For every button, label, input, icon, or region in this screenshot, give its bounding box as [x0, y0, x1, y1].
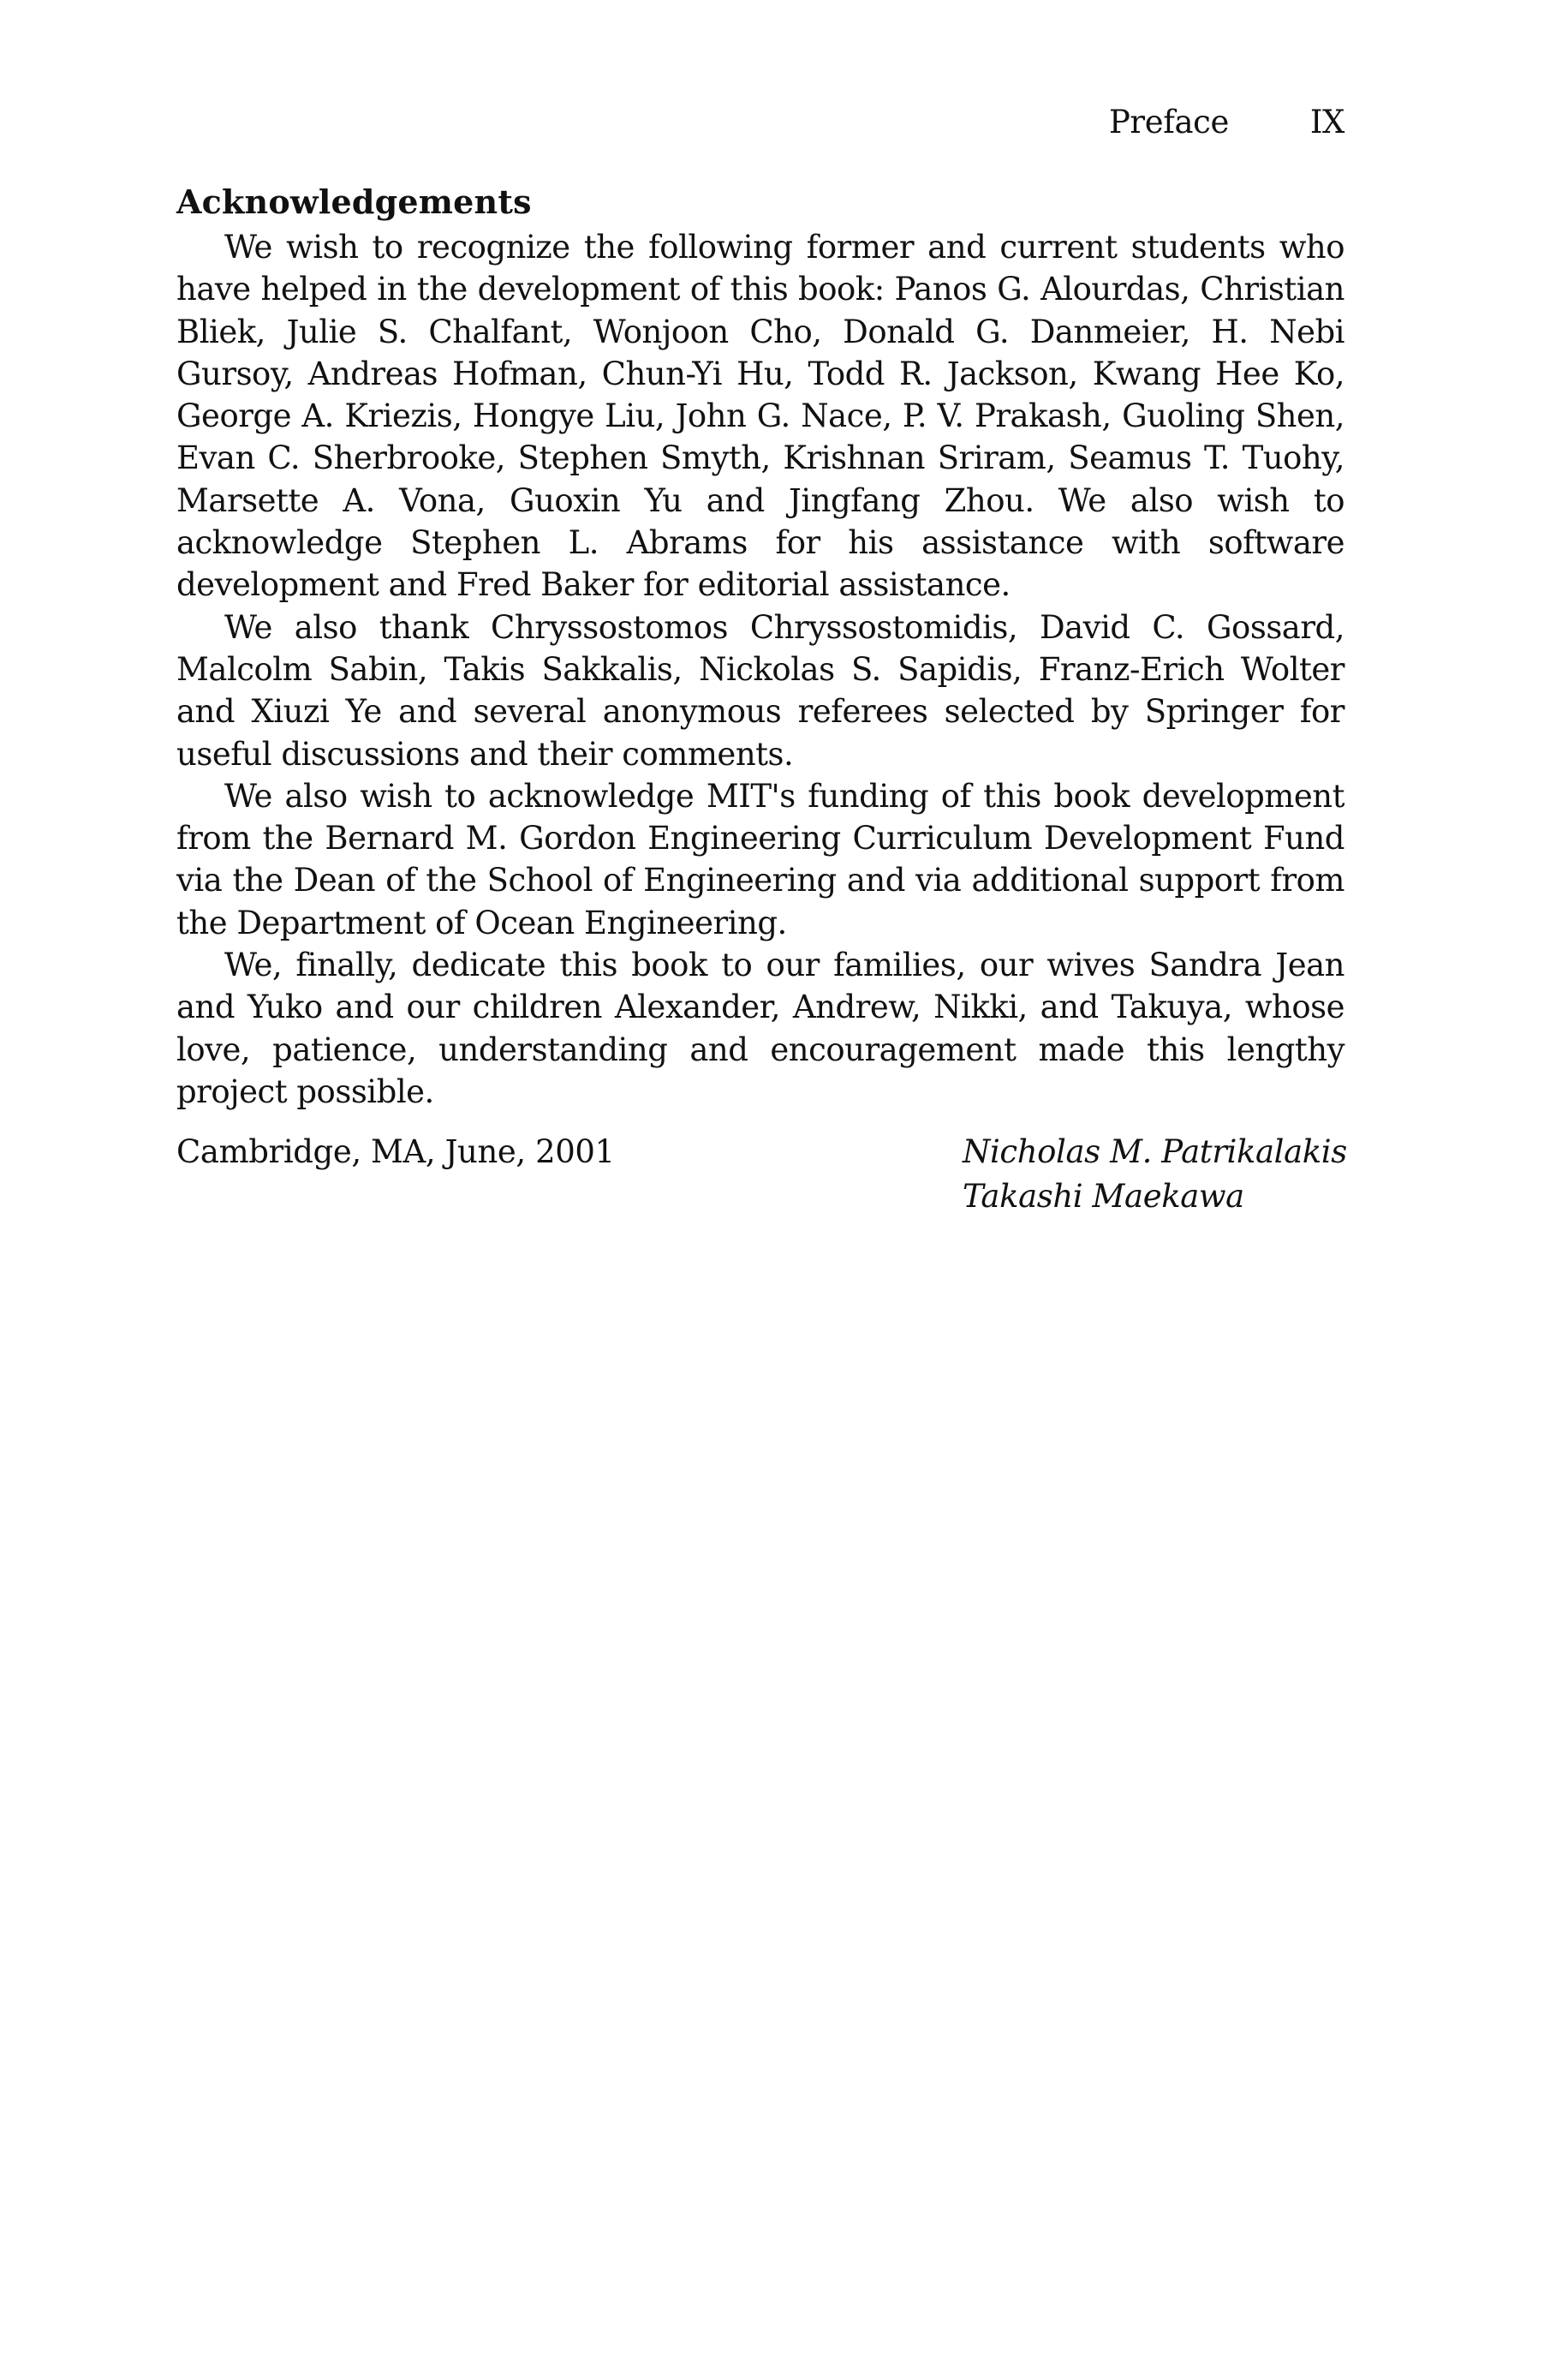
running-head-title: Preface	[1108, 104, 1229, 140]
running-head	[1028, 101, 1344, 144]
page-number: IX	[1309, 104, 1344, 140]
acknowledgements-section	[176, 178, 1347, 1224]
section-heading: Acknowledgements	[176, 182, 532, 221]
author-name: Takashi Maekawa	[963, 1178, 1244, 1216]
paragraph-dedication: We, finally, dedicate this book to our families, our wives Sandra Jean and Yuko and our children Alexander, Andrew, Nikki, and Takuya, whose love, patience, understanding and encouragement made this lengthy project possible.	[176, 947, 1344, 1110]
paragraph-students: We wish to recognize the following former and current students who have helped in the development of this book: Panos G. Alourdas, Christian Bliek, Julie S. Chalfant, Wonjoon Cho, Donald G. Danmeier, H. Nebi Gursoy, Andreas Hofman, Chun-Yi Hu, Todd R. Jackson, Kwang Hee Ko, George A. Kriezis, Hongye Liu, John G. Nace, P. V. Prakash, Guoling Shen, Evan C. Sherbrooke, Stephen Smyth, Krishnan Sriram, Seamus T. Tuohy, Marsette A. Vona, Guoxin Yu and Jingfang Zhou. We also wish to acknowledge Stephen L. Abrams for his assistance with software development and Fred Baker for editorial assistance.	[176, 229, 1344, 604]
place-date: Cambridge, MA, June, 2001	[176, 1133, 615, 1171]
paragraph-thanks: We also thank Chryssostomos Chryssostomidis, David C. Gossard, Malcolm Sabin, Takis Sakkalis, Nickolas S. Sapidis, Franz-Erich Wolter and Xiuzi Ye and several anonymous referees selected by Springer for useful discussions and their comments.	[176, 608, 1344, 773]
author-signatures	[963, 1130, 1347, 1219]
closing-block	[176, 1130, 1347, 1224]
paragraph-funding: We also wish to acknowledge MIT's funding of this book development from the Bernard M. Gordon Engineering Curriculum Development Fund via the Dean of the School of Engineering and via additional support from the Department of Ocean Engineering.	[176, 777, 1344, 941]
author-name: Nicholas M. Patrikalakis	[963, 1133, 1347, 1171]
